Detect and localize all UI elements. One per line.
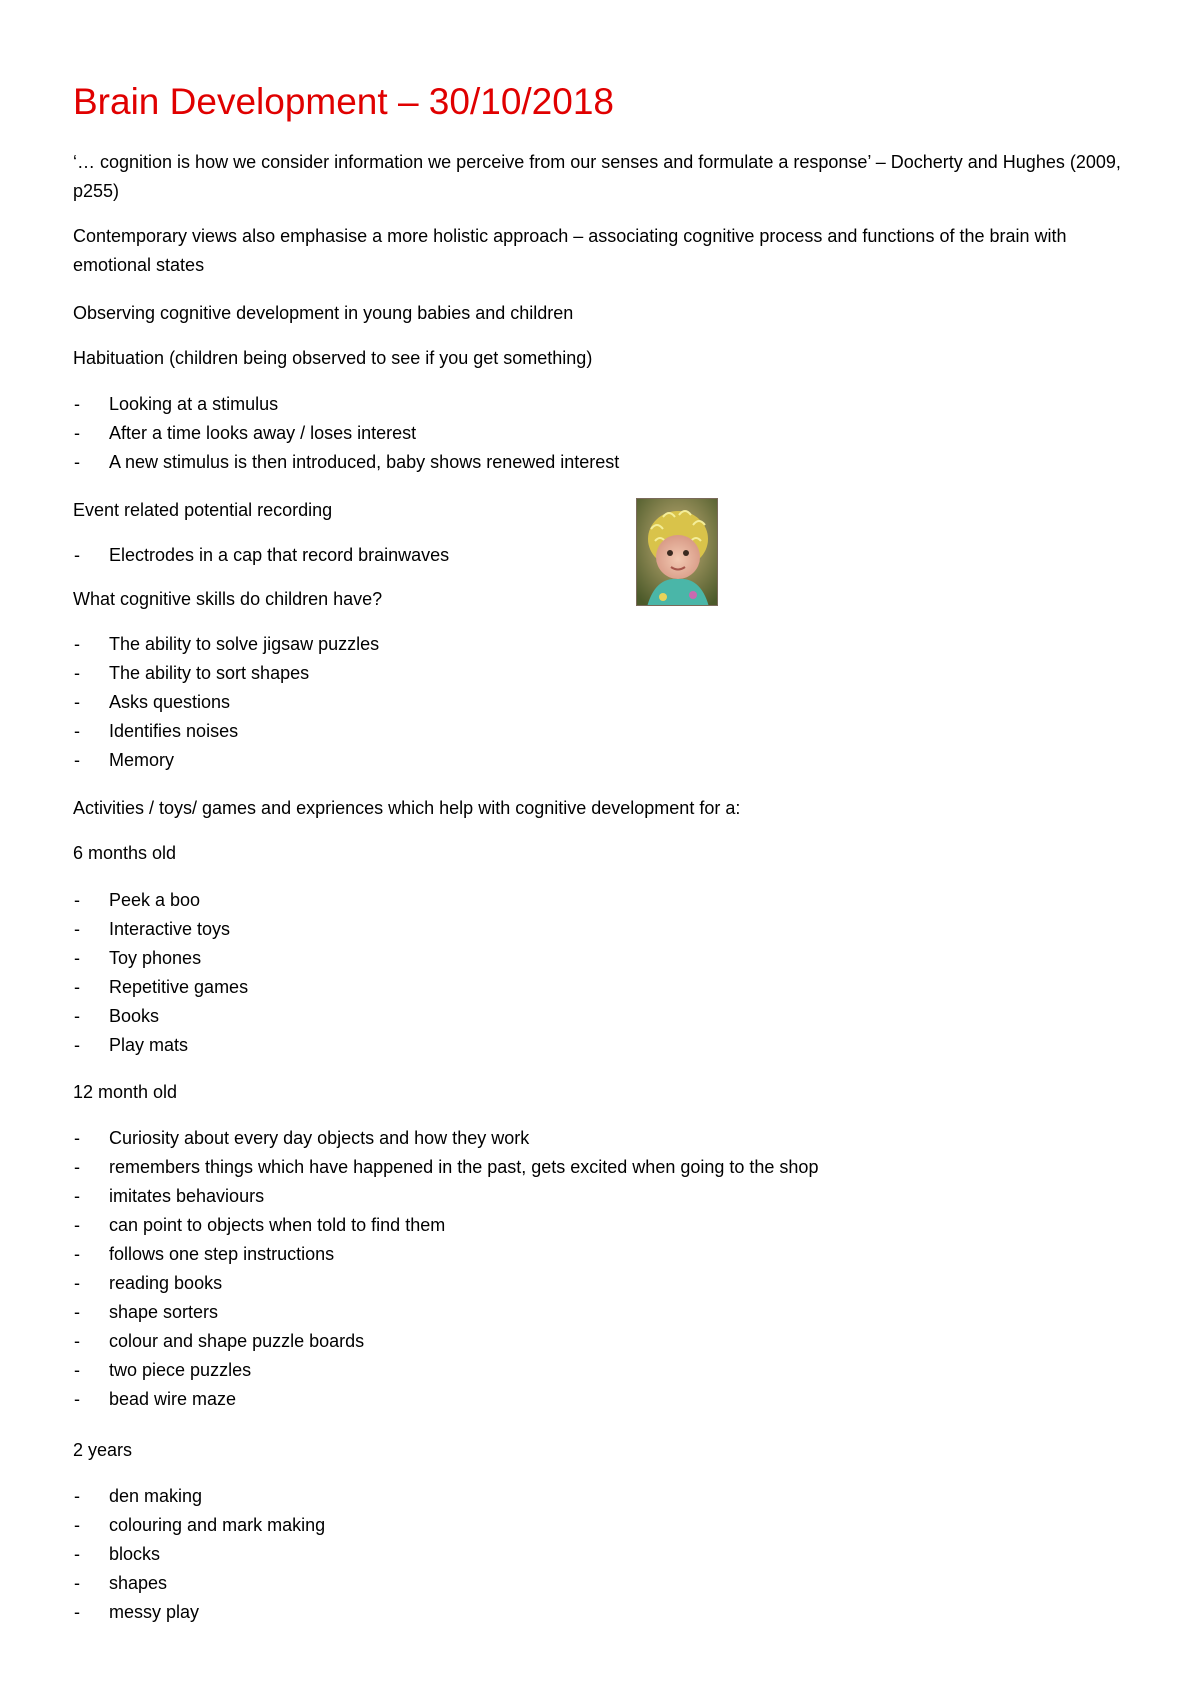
bullet-dash: - xyxy=(74,1273,80,1293)
bullet-dash: - xyxy=(74,1186,80,1206)
bullet-dash: - xyxy=(74,1128,80,1148)
list-item-text: Repetitive games xyxy=(109,977,249,997)
bullet-dash: - xyxy=(74,452,80,472)
list-item-text: den making xyxy=(109,1486,203,1506)
quote-paragraph: ‘… cognition is how we consider information we perceive from our senses and formulate a response’ – Docherty and Hughes (2009, p255) xyxy=(73,152,1121,201)
list-item-text: Interactive toys xyxy=(109,919,231,939)
habituation-heading: Habituation (children being observed to see if you get something) xyxy=(73,348,593,368)
twelve-months-heading: 12 month old xyxy=(73,1082,178,1102)
observing-heading: Observing cognitive development in young babies and children xyxy=(73,303,574,323)
two-years-heading: 2 years xyxy=(73,1440,133,1460)
erp-list xyxy=(73,541,449,570)
bullet-dash: - xyxy=(74,1573,80,1593)
bullet-dash: - xyxy=(74,394,80,414)
list-item-text: messy play xyxy=(109,1602,200,1622)
skills-heading: What cognitive skills do children have? xyxy=(73,589,383,609)
bullet-dash: - xyxy=(74,634,80,654)
bullet-dash: - xyxy=(74,721,80,741)
list-item xyxy=(73,1240,818,1269)
six-months-list xyxy=(73,886,248,1060)
list-item xyxy=(73,1569,325,1598)
list-item xyxy=(73,1002,248,1031)
list-item-text: reading books xyxy=(109,1273,223,1293)
list-item-text: Memory xyxy=(109,750,175,770)
list-item-text: The ability to solve jigsaw puzzles xyxy=(109,634,380,654)
habituation-list xyxy=(73,390,619,477)
list-item xyxy=(73,390,619,419)
list-item xyxy=(73,1298,818,1327)
bullet-dash: - xyxy=(74,423,80,443)
bullet-dash: - xyxy=(74,890,80,910)
list-item xyxy=(73,1211,818,1240)
list-item xyxy=(73,1482,325,1511)
list-item-text: bead wire maze xyxy=(109,1389,237,1409)
list-item xyxy=(73,973,248,1002)
list-item-text: shapes xyxy=(109,1573,168,1593)
list-item xyxy=(73,1385,818,1414)
document-title: Brain Development – 30/10/2018 xyxy=(73,81,614,122)
twelve-months-list xyxy=(73,1124,818,1414)
list-item xyxy=(73,746,379,775)
list-item-text: Asks questions xyxy=(109,692,231,712)
list-item xyxy=(73,886,248,915)
list-item xyxy=(73,541,449,570)
bullet-dash: - xyxy=(74,1157,80,1177)
bullet-dash: - xyxy=(74,1389,80,1409)
list-item-text: remembers things which have happened in the past, gets excited when going to the shop xyxy=(109,1157,819,1177)
list-item-text: imitates behaviours xyxy=(109,1186,265,1206)
list-item xyxy=(73,1153,818,1182)
list-item-text: Books xyxy=(109,1006,160,1026)
bullet-dash: - xyxy=(74,750,80,770)
list-item-text: colouring and mark making xyxy=(109,1515,326,1535)
list-item xyxy=(73,1540,325,1569)
list-item-text: colour and shape puzzle boards xyxy=(109,1331,365,1351)
bullet-dash: - xyxy=(74,1360,80,1380)
erp-heading: Event related potential recording xyxy=(73,500,333,520)
list-item xyxy=(73,688,379,717)
list-item-text: blocks xyxy=(109,1544,161,1564)
list-item-text: Play mats xyxy=(109,1035,189,1055)
list-item-text: A new stimulus is then introduced, baby shows renewed interest xyxy=(109,452,620,472)
skills-list xyxy=(73,630,379,775)
bullet-dash: - xyxy=(74,1515,80,1535)
list-item-text: follows one step instructions xyxy=(109,1244,335,1264)
list-item-text: Electrodes in a cap that record brainwaves xyxy=(109,545,450,565)
bullet-dash: - xyxy=(74,1006,80,1026)
list-item xyxy=(73,1598,325,1627)
bullet-dash: - xyxy=(74,977,80,997)
bullet-dash: - xyxy=(74,1244,80,1264)
bullet-dash: - xyxy=(74,1544,80,1564)
bullet-dash: - xyxy=(74,1602,80,1622)
list-item xyxy=(73,1124,818,1153)
list-item xyxy=(73,659,379,688)
bullet-dash: - xyxy=(74,1035,80,1055)
bullet-dash: - xyxy=(74,1331,80,1351)
list-item xyxy=(73,1327,818,1356)
list-item xyxy=(73,915,248,944)
bullet-dash: - xyxy=(74,692,80,712)
bullet-dash: - xyxy=(74,1486,80,1506)
list-item xyxy=(73,1269,818,1298)
six-months-heading: 6 months old xyxy=(73,843,177,863)
list-item xyxy=(73,630,379,659)
list-item xyxy=(73,1356,818,1385)
bullet-dash: - xyxy=(74,1215,80,1235)
bullet-dash: - xyxy=(74,948,80,968)
contemporary-paragraph: Contemporary views also emphasise a more holistic approach – associating cognitive process and functions of the brain with emotional states xyxy=(73,226,1067,275)
list-item-text: The ability to sort shapes xyxy=(109,663,310,683)
list-item-text: two piece puzzles xyxy=(109,1360,252,1380)
bullet-dash: - xyxy=(74,919,80,939)
list-item-text: Looking at a stimulus xyxy=(109,394,279,414)
bullet-dash: - xyxy=(74,663,80,683)
list-item xyxy=(73,944,248,973)
two-years-list xyxy=(73,1482,325,1627)
list-item xyxy=(73,717,379,746)
bullet-dash: - xyxy=(74,545,80,565)
list-item xyxy=(73,1031,248,1060)
list-item-text: Curiosity about every day objects and how they work xyxy=(109,1128,530,1148)
list-item-text: After a time looks away / loses interest xyxy=(109,423,417,443)
list-item xyxy=(73,448,619,477)
list-item xyxy=(73,1511,325,1540)
list-item-text: can point to objects when told to find them xyxy=(109,1215,446,1235)
list-item xyxy=(73,1182,818,1211)
bullet-dash: - xyxy=(74,1302,80,1322)
list-item xyxy=(73,419,619,448)
list-item-text: shape sorters xyxy=(109,1302,219,1322)
list-item-text: Toy phones xyxy=(109,948,202,968)
list-item-text: Peek a boo xyxy=(109,890,201,910)
list-item-text: Identifies noises xyxy=(109,721,239,741)
activities-heading: Activities / toys/ games and expriences which help with cognitive development for a: xyxy=(73,798,741,818)
